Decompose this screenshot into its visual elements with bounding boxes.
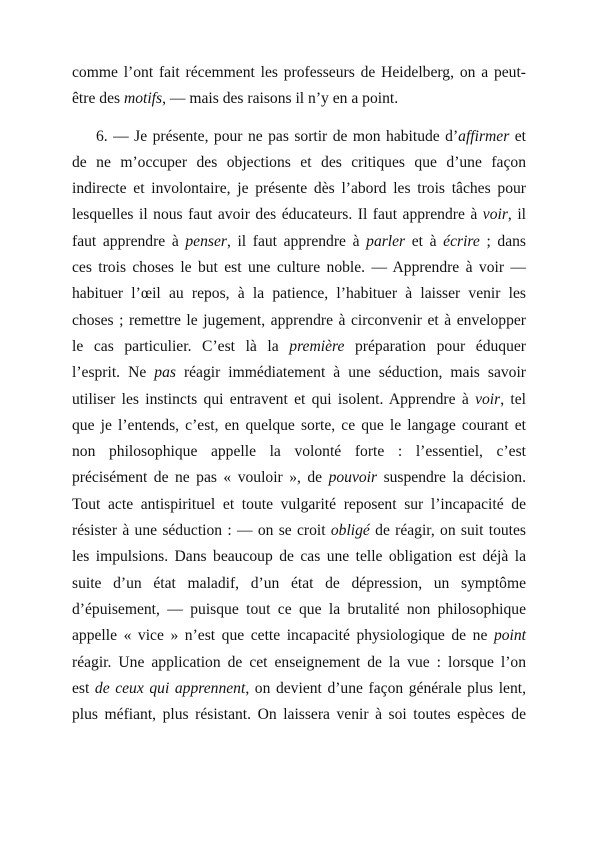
text-line: indirecte et involontaire, je présente dès l’abord les trois tâches pour (72, 180, 526, 198)
text-line: le cas particulier. C’est là la première préparation pour éduquer (72, 337, 526, 355)
text-line: Tout acte antispirituel et toute vulgarité reposent sur l’incapacité de (72, 495, 526, 513)
text-line: réagir. Une application de cet enseignement de la vue : lorsque l’on (72, 653, 526, 671)
paragraph-1 (72, 60, 526, 113)
text-line: être des motifs, — mais des raisons il n’y en a point. (72, 90, 399, 108)
text-line: résister à une séduction : — on se croit obligé de réagir, on suit toutes (72, 522, 526, 540)
text-line: ces trois choses le but est une culture noble. — Apprendre à voir — (72, 259, 526, 277)
text-line: précisément de ne pas « vouloir », de pouvoir suspendre la décision. (72, 469, 526, 487)
text-line: faut apprendre à penser, il faut apprendre à parler et à écrire ; dans (72, 232, 526, 250)
text-line: plus méfiant, plus résistant. On laissera venir à soi toutes espèces de (72, 706, 526, 724)
text-line: que je l’entends, c’est, en quelque sorte, ce que le langage courant et (72, 416, 526, 434)
page-body (72, 60, 526, 728)
text-line: utiliser les instincts qui entravent et qui isolent. Apprendre à voir, tel (72, 390, 526, 408)
text-line: non philosophique appelle la volonté forte : l’essentiel, c’est (72, 443, 526, 461)
text-line: 6. — Je présente, pour ne pas sortir de mon habitude d’affirmer et (96, 127, 526, 145)
text-line: l’esprit. Ne pas réagir immédiatement à une séduction, mais savoir (72, 364, 526, 382)
text-line: est de ceux qui apprennent, on devient d’une façon générale plus lent, (72, 679, 526, 697)
text-line: lesquelles il nous faut avoir des éducateurs. Il faut apprendre à voir, il (72, 206, 526, 224)
text-line: habituer l’œil au repos, à la patience, l’habituer à laisser venir les (72, 285, 526, 303)
text-line: comme l’ont fait récemment les professeurs de Heidelberg, on a peut- (72, 64, 526, 81)
paragraph-gap (72, 113, 526, 124)
text-line: d’épuisement, — puisque tout ce que la brutalité non philosophique (72, 600, 526, 618)
text-line: de ne m’occuper des objections et des critiques que d’une façon (72, 153, 526, 171)
text-line: les impulsions. Dans beaucoup de cas une telle obligation est déjà la (72, 548, 526, 566)
text-line: choses ; remettre le jugement, apprendre à circonvenir et à envelopper (72, 311, 526, 329)
text-line: appelle « vice » n’est que cette incapacité physiologique de ne point (72, 627, 526, 645)
text-line: suite d’un état maladif, d’un état de dépression, un symptôme (72, 574, 526, 592)
paragraph-2 (72, 124, 526, 729)
